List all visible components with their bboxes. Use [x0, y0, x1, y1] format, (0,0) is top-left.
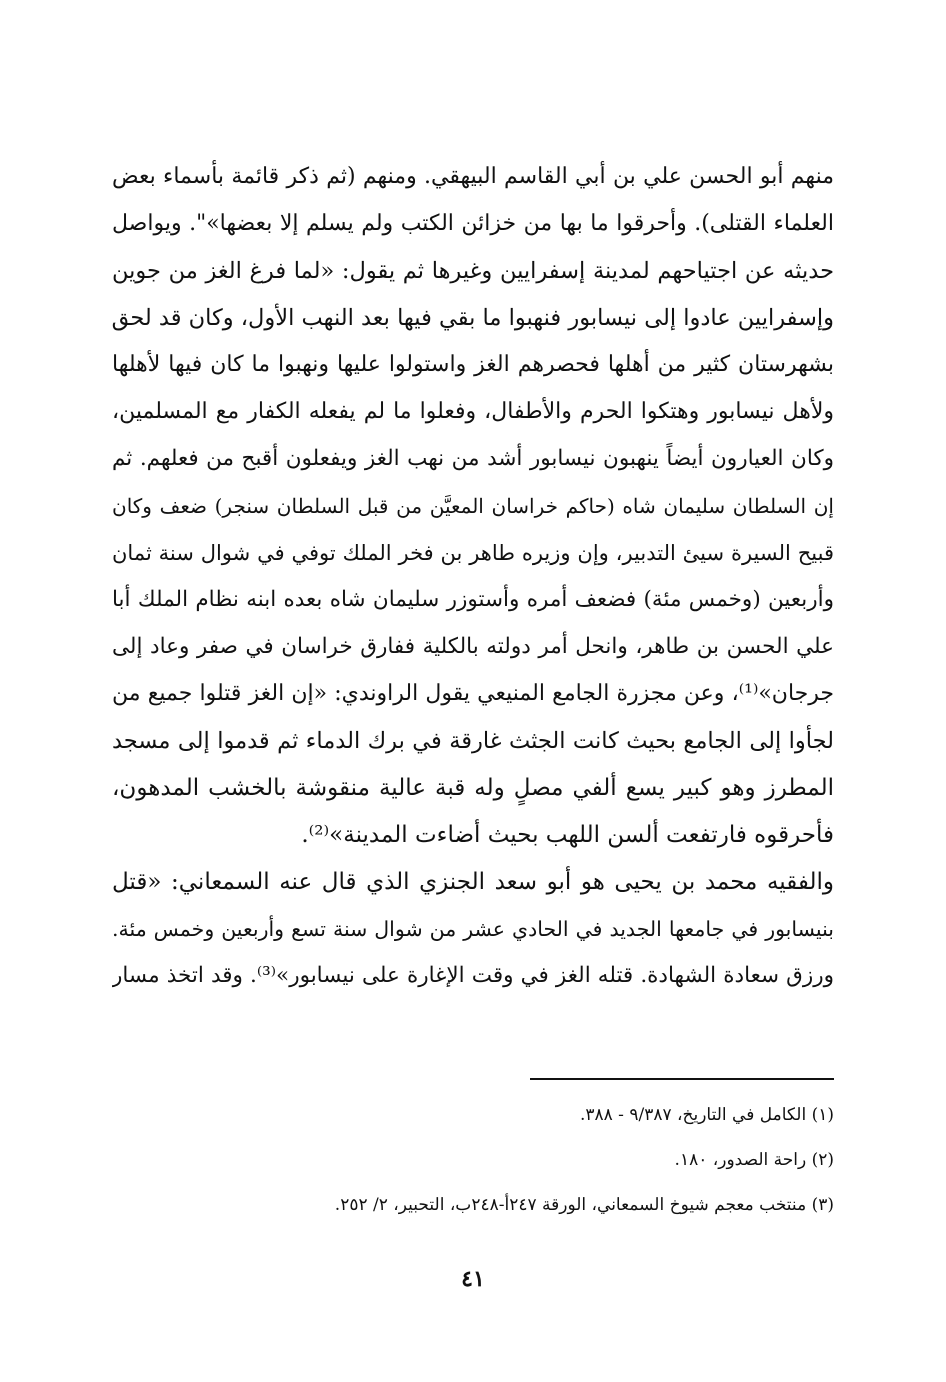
body-line-8: إن السلطان سليمان شاه (حاكم خراسان المعيَّن من قبل السلطان سنجر) ضعف وكان: [112, 494, 834, 518]
body-line-17: بنيسابور في جامعها الجديد في الحادي عشر من شوال سنة تسع وأربعين وخمس مئة.: [112, 917, 834, 941]
body-line-7: وكان العيارون أيضاً ينهبون نيسابور أشد من نهب الغز ويفعلون أقبح من فعلهم. ثم: [112, 446, 834, 471]
body-line-2: العلماء القتلى). وأحرقوا ما بها من خزائن الكتب ولم يسلم إلا بعضها»". ويواصل: [112, 211, 834, 236]
body-line-16: والفقيه محمد بن يحيى هو أبو سعد الجنزي الذي قال عنه السمعاني: «قتل: [112, 869, 834, 895]
body-line-6: ولأهل نيسابور وهتكوا الحرم والأطفال، وفعلوا ما لم يفعله الكفار مع المسلمين،: [112, 399, 834, 424]
body-line-3: حديثه عن اجتياحهم لمدينة إسفرايين وغيرها ثم يقول: «لما فرغ الغز من جوين: [112, 258, 834, 284]
footnote-3: (٣) منتخب معجم شيوخ السمعاني، الورقة ٢٤٧أ-٢٤٨ب، التحبير، ٢/ ٢٥٢.: [334, 1195, 834, 1215]
body-line-14: المطرز وهو كبير يسع ألفي مصلٍ وله قبة عالية منقوشة بالخشب المدهون،: [112, 775, 834, 801]
body-line-5: بشهرستان كثير من أهلها فحصرهم الغز واستولوا عليها ونهبوا ما كان فيها لأهلها: [112, 352, 834, 377]
body-line-12: جرجان»⁽¹⁾، وعن مجزرة الجامع المنيعي يقول الراوندي: «إن الغز قتلوا جميع من: [112, 681, 834, 706]
body-line-9: قبيح السيرة سيئ التدبير، وإن وزيره طاهر بن فخر الملك توفي في شوال سنة ثمان: [112, 541, 834, 565]
footnote-2: (٢) راحة الصدور، ١٨٠.: [674, 1150, 834, 1170]
body-line-11: علي الحسن بن طاهر، وانحل أمر دولته بالكلية ففارق خراسان في صفر وعاد إلى: [112, 634, 834, 659]
body-line-1: منهم أبو الحسن علي بن أبي القاسم البيهقي. ومنهم (ثم ذكر قائمة بأسماء بعض: [112, 164, 834, 189]
body-line-10: وأربعين (وخمس مئة) فضعف أمره وأستوزر سليمان شاه بعده ابنه نظام الملك أبا: [112, 587, 834, 612]
body-line-13: لجأوا إلى الجامع بحيث كانت الجثث غارقة في برك الدماء ثم قدموا إلى مسجد: [112, 728, 834, 754]
body-line-4: وإسفرايين عادوا إلى نيسابور فنهبوا ما بقي فيها بعد النهب الأول، وكان قد لحق: [112, 305, 834, 331]
body-line-18: ورزق سعادة الشهادة. قتله الغز في وقت الإغارة على نيسابور»⁽³⁾. وقد اتخذ مسار: [112, 963, 834, 988]
footnote-separator: [530, 1078, 834, 1080]
footnote-1: (١) الكامل في التاريخ، ٩/٣٨٧ - ٣٨٨.: [579, 1105, 834, 1125]
body-line-15: فأحرقوه فارتفعت ألسن اللهب بحيث أضاءت المدينة»⁽²⁾.: [301, 822, 834, 848]
page-number: ٤١: [461, 1266, 485, 1292]
